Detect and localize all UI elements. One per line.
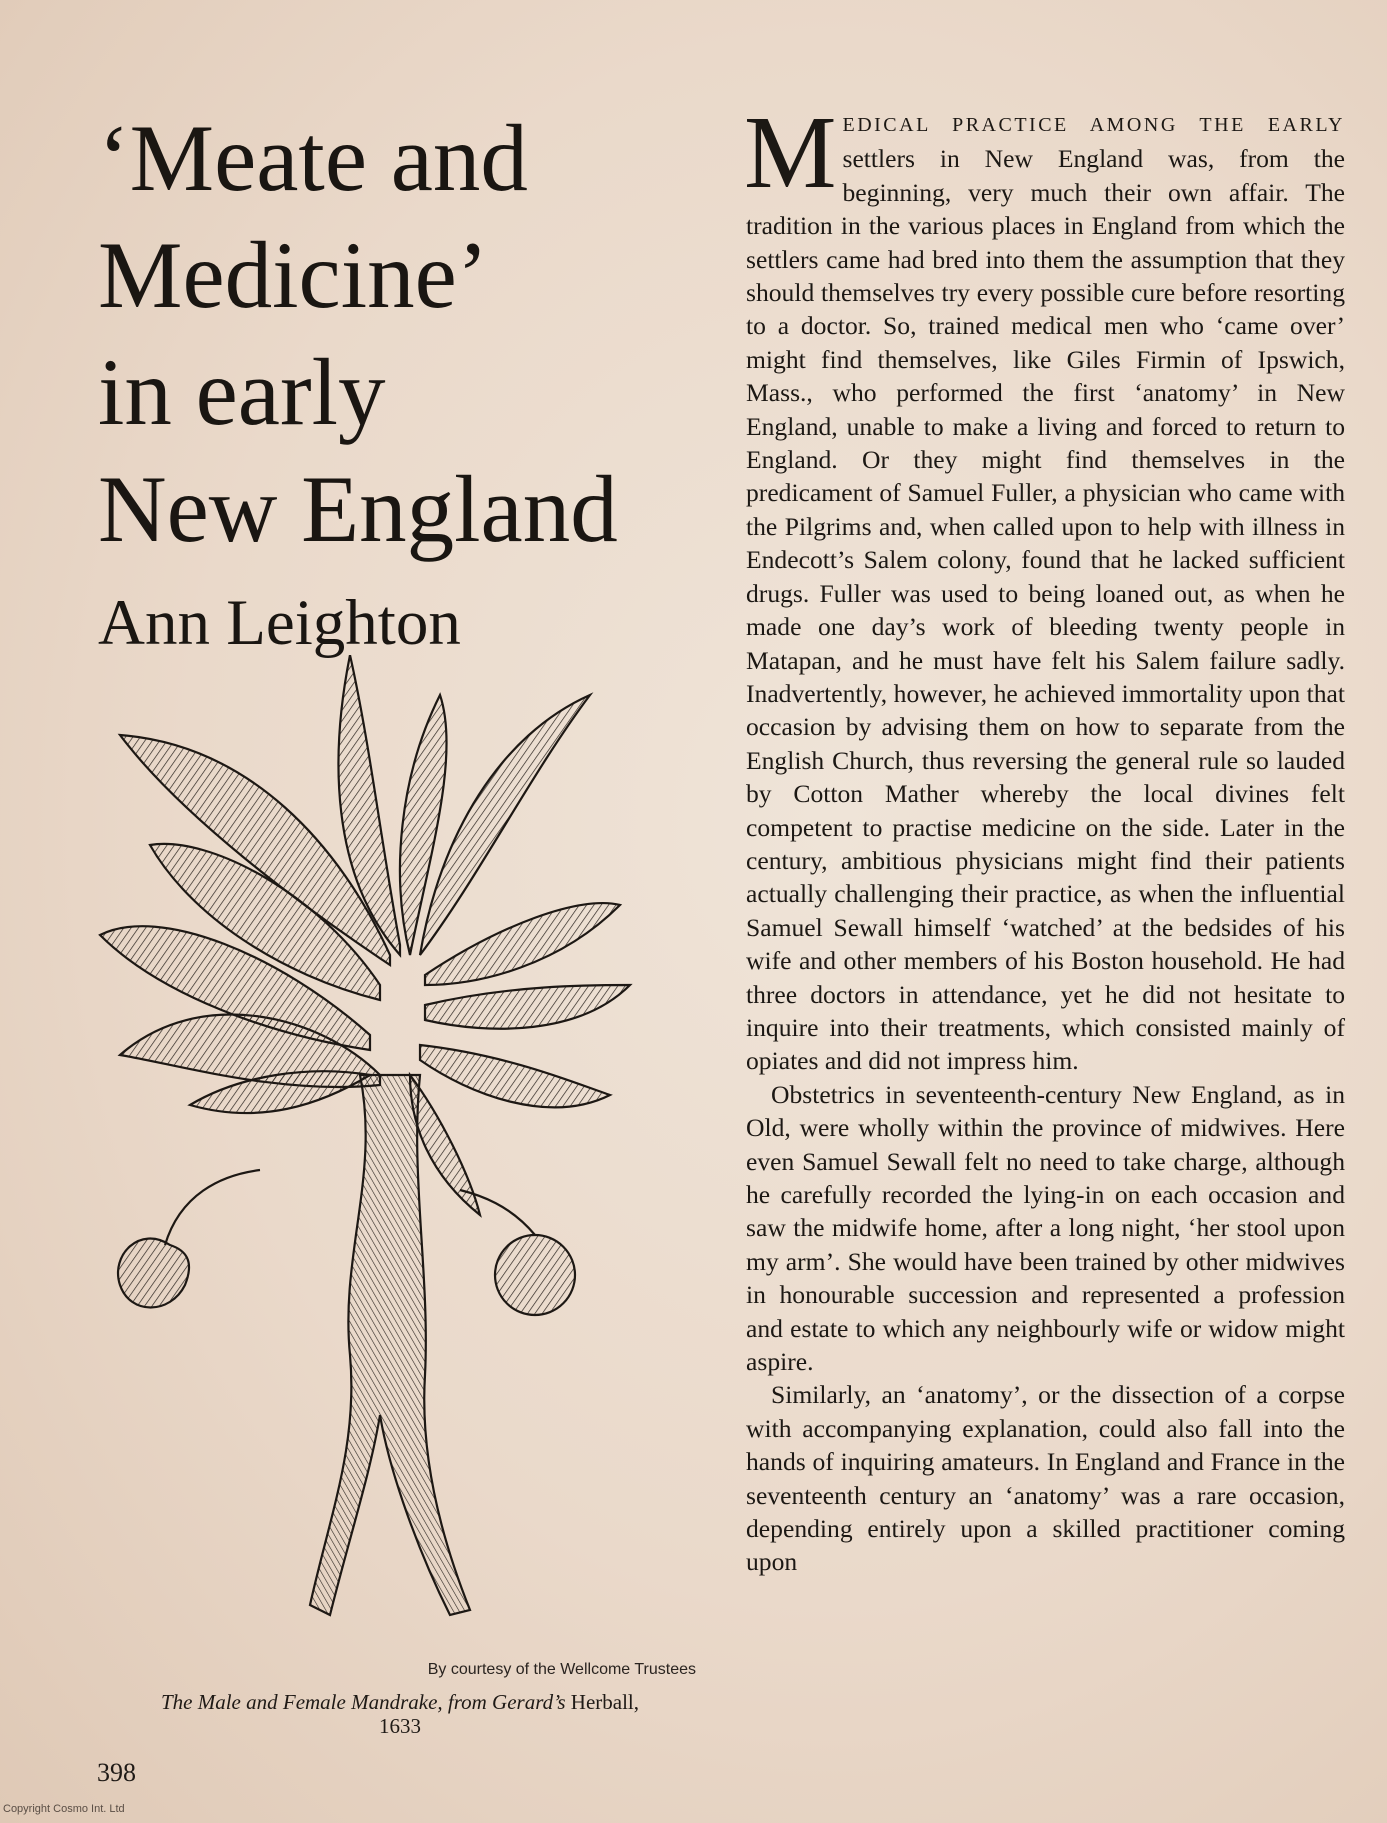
caption-year: 1633: [379, 1714, 421, 1738]
paragraph-text: settlers in New England was, from the beginning, very much their own affair. The tradition in the various places in England from which the settlers came had bred into them the assumption that they should themselves try every possible cure before resorting to a doctor. So, trained medical men who ‘came over’ might find themselves, like Giles Firmin of Ipswich, Mass., who performed the first ‘anatomy’ in New England, unable to make a living and forced to return to England. Or they might find themselves in the predicament of Samuel Fuller, a physician who came with the Pilgrims and, when called upon to help with illness in Endecott’s Salem colony, found that he lacked sufficient drugs. Fuller was used to being loaned out, as when he made one day’s work of bleeding twenty people in Matapan, and he must have felt his Salem failure sadly. Inadvertently, however, he achieved immortality upon that occasion by advising them on how to separate from the English Church, thus reversing the general rule so lauded by Cotton Mather whereby the local divines felt competent to practise medicine on the side. Later in the century, ambitious physicians might find their patients actually challenging their practice, as when the influential Samuel Sewall himself ‘watched’ at the bedsides of his wife and other members of his Boston household. He had three doctors in attendance, yet he did not hesitate to inquire into their treatments, which consisted mainly of opiates and did not impress him.: [746, 144, 1345, 1076]
mandrake-illustration: [80, 655, 720, 1655]
illustration-caption: [95, 1690, 705, 1738]
author-byline: Ann Leighton: [98, 587, 461, 659]
page-number: 398: [97, 1758, 136, 1787]
title-line: New England: [98, 456, 618, 562]
caption-italic: The Male and Female Mandrake, from Gerard’s: [160, 1690, 566, 1714]
illustration-credit: By courtesy of the Wellcome Trustees: [427, 1661, 696, 1678]
copyright-watermark: Copyright Cosmo Int. Ltd: [3, 1803, 125, 1815]
drop-cap: M: [744, 95, 837, 210]
title-line: ‘Meate and: [98, 105, 528, 211]
article-body: [744, 95, 1345, 1579]
paragraph: [744, 95, 1345, 1078]
mandrake-woodcut-icon: [80, 655, 720, 1655]
article-title: [98, 100, 718, 568]
title-line: Medicine’: [98, 222, 489, 328]
paragraph: Similarly, an ‘anatomy’, or the dissection of a corpse with accompanying explanation, could also fall into the hands of inquiring amateurs. In England and France in the seventeenth century an ‘anatomy’ was a rare occasion, depending entirely upon a skilled practitioner coming upon: [746, 1380, 1345, 1577]
title-line: in early: [98, 339, 386, 445]
paragraph: Obstetrics in seventeenth-century New England, as in Old, were wholly within the province of midwives. Here even Samuel Sewall felt no need to take charge, although he carefully recorded the lying-in on each occasion and saw the midwife home, after a long night, ‘her stool upon my arm’. She would have been trained by other midwives in honourable succession and represented a profession and estate to which any neighbourly wife or widow might aspire.: [746, 1079, 1345, 1377]
small-caps-lead: EDICAL PRACTICE AMONG THE EARLY: [842, 114, 1345, 136]
caption-roman: Herball,: [570, 1690, 640, 1714]
